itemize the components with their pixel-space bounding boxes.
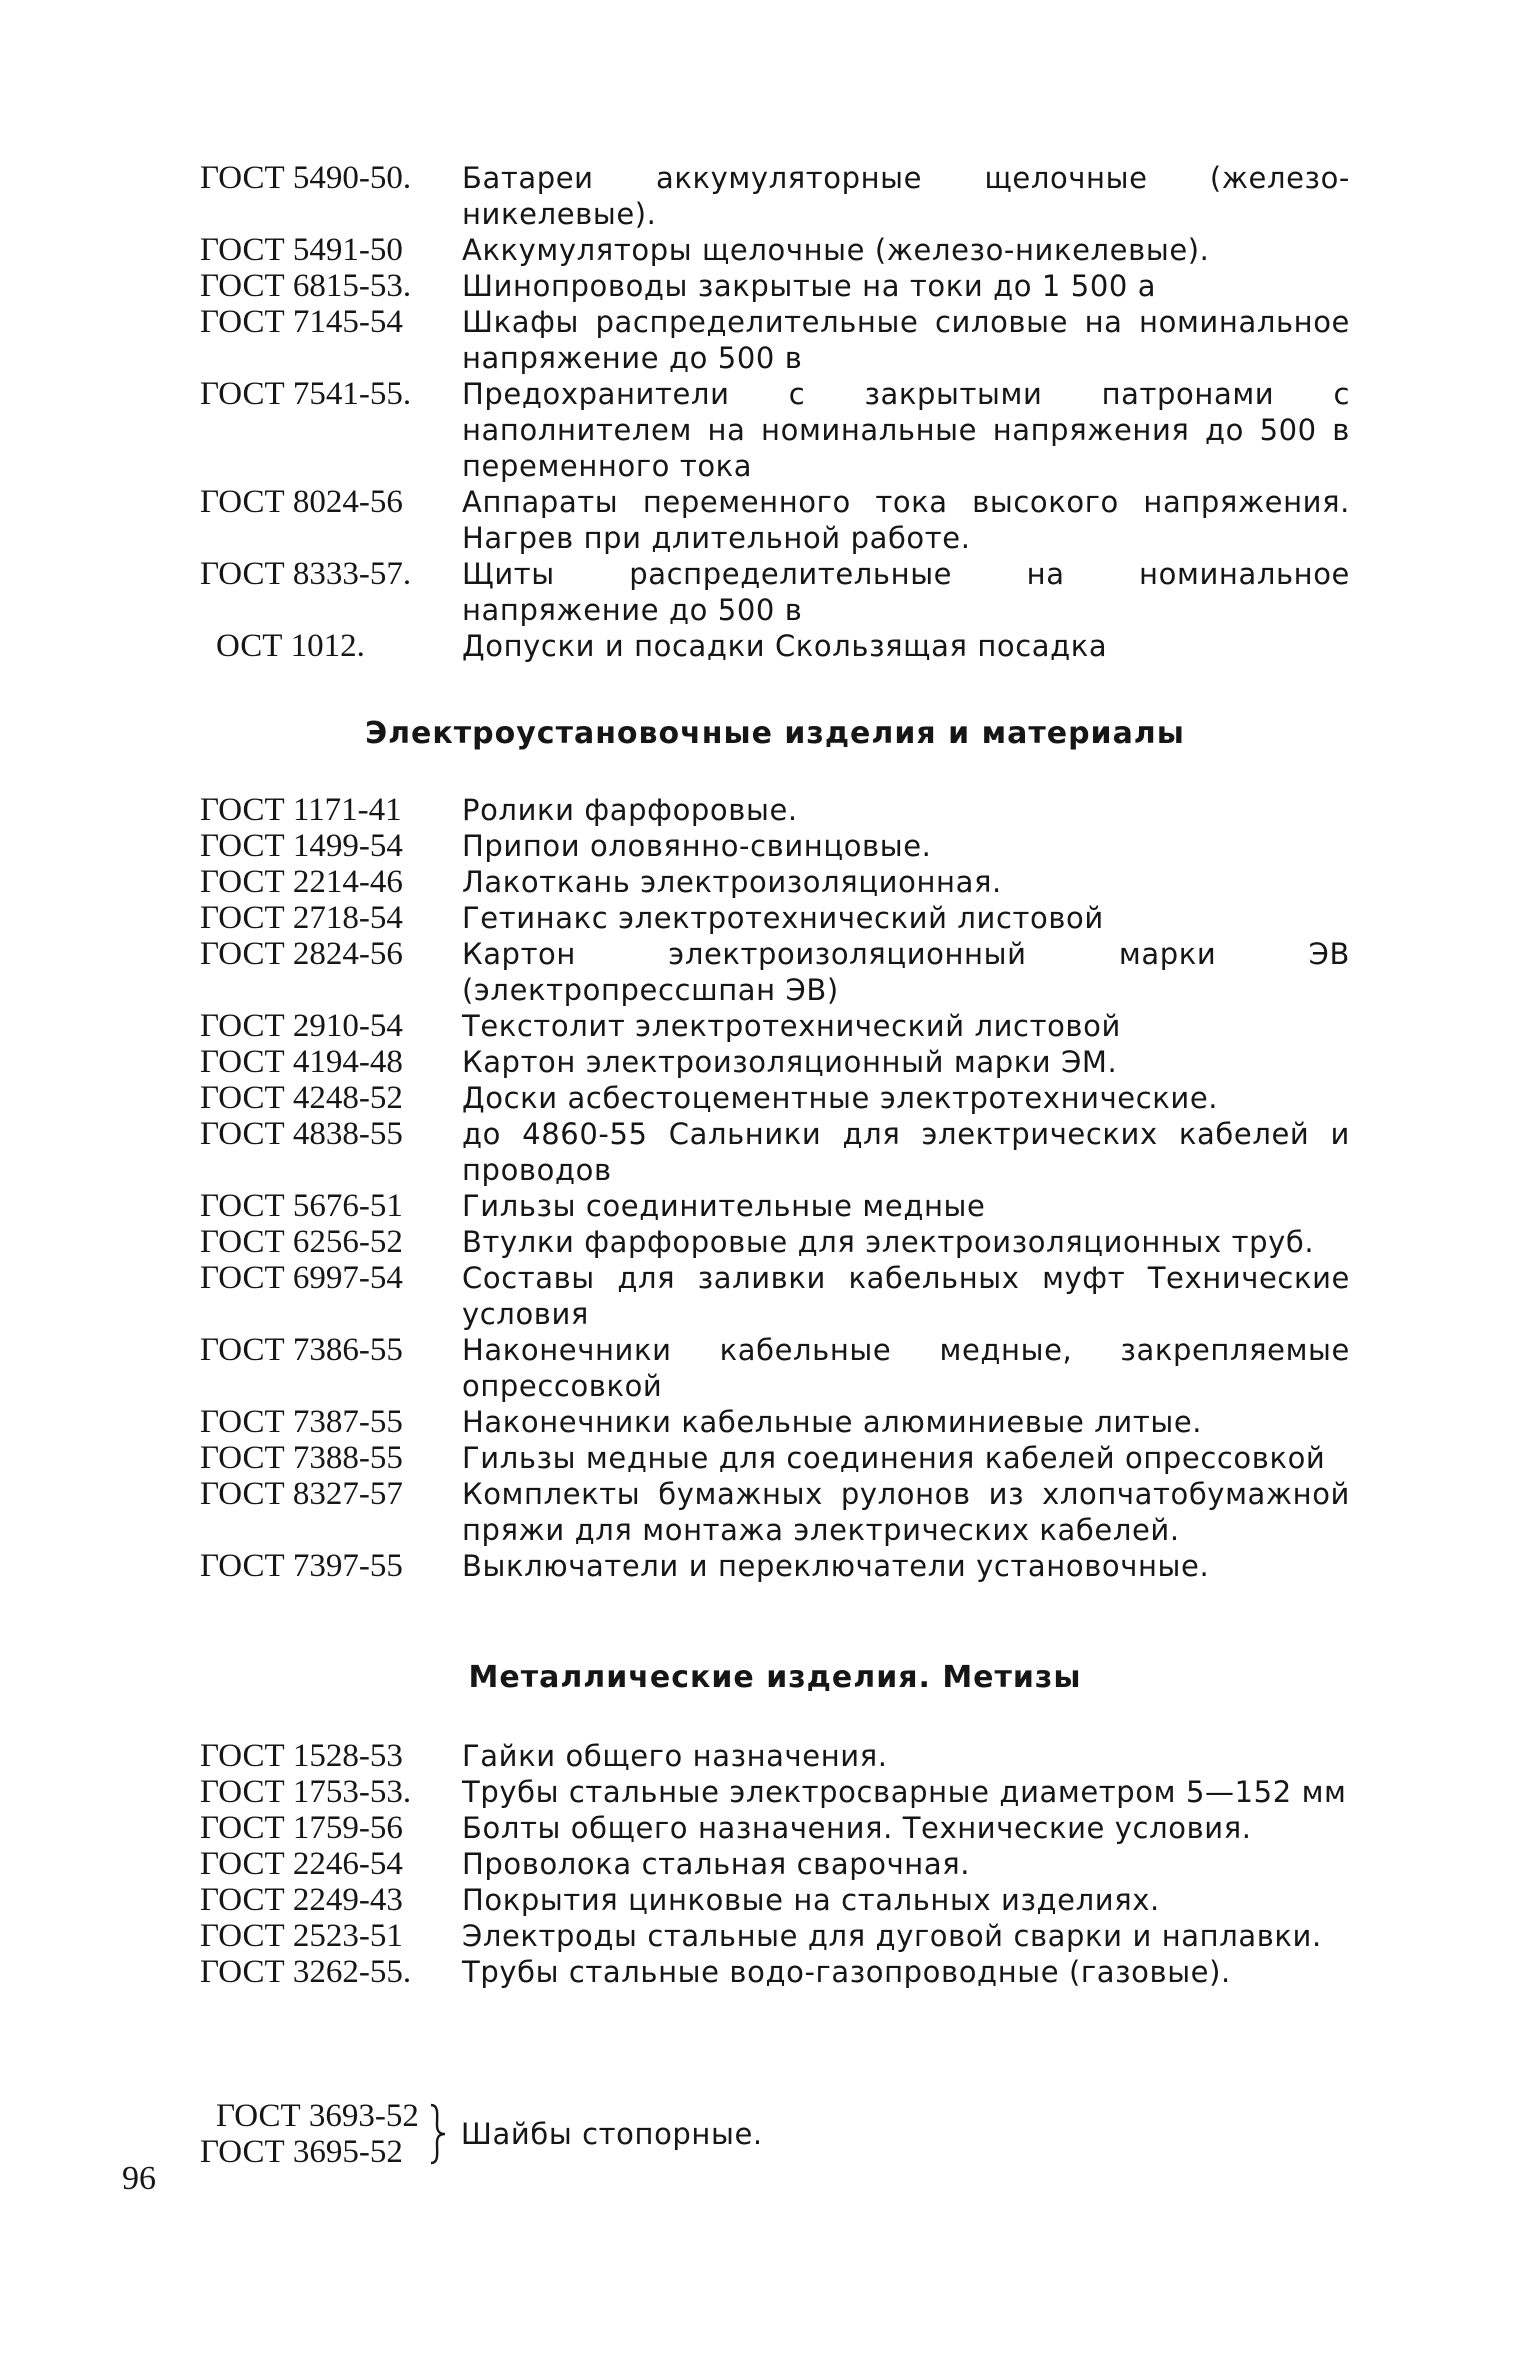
standard-entry bbox=[200, 268, 1350, 304]
standard-entry bbox=[200, 1224, 1350, 1260]
standard-code: ГОСТ 6997-54 bbox=[200, 1260, 403, 1296]
standard-entry bbox=[200, 1008, 1350, 1044]
standard-title: Проволока стальная сварочная. bbox=[462, 1847, 971, 1881]
standard-title: Картон электроизоляционный марки ЭВ (электропрессшпан ЭВ) bbox=[462, 937, 1350, 1007]
standard-code: ГОСТ 1499-54 bbox=[200, 828, 403, 864]
standards-list-metal bbox=[200, 1738, 1350, 1990]
standard-code: ГОСТ 2249-43 bbox=[200, 1882, 403, 1918]
standard-entry bbox=[200, 1918, 1350, 1954]
standard-code: ГОСТ 5490-50. bbox=[200, 160, 412, 196]
standard-title: Доски асбестоцементные электротехнические. bbox=[462, 1081, 1219, 1115]
standard-entry bbox=[200, 232, 1350, 268]
standard-code: ГОСТ 2718-54 bbox=[200, 900, 403, 936]
standard-entry bbox=[200, 628, 1350, 664]
standard-title: Батареи аккумуляторные щелочные (железо-никелевые). bbox=[462, 161, 1350, 231]
standard-code: ГОСТ 8327-57 bbox=[200, 1476, 403, 1512]
standard-entry bbox=[200, 1846, 1350, 1882]
standard-code: ГОСТ 1171-41 bbox=[200, 792, 402, 828]
standard-title: Аккумуляторы щелочные (железо-никелевые). bbox=[462, 233, 1210, 267]
pair-codes bbox=[200, 2098, 419, 2170]
standard-entry bbox=[200, 556, 1350, 628]
standard-entry bbox=[200, 376, 1350, 484]
standard-code: ГОСТ 1753-53. bbox=[200, 1774, 412, 1810]
standard-code: ГОСТ 7145-54 bbox=[200, 304, 403, 340]
standard-entry bbox=[200, 792, 1350, 828]
standard-entry bbox=[200, 1260, 1350, 1332]
standard-title: Шкафы распределительные силовые на номинальное напряжение до 500 в bbox=[462, 305, 1350, 375]
standard-code: ГОСТ 8024-56 bbox=[200, 484, 403, 520]
standard-title: Предохранители с закрытыми патронами с наполнителем на номинальные напряжения до 500 в переменного тока bbox=[462, 377, 1350, 483]
standard-code: ГОСТ 2824-56 bbox=[200, 936, 403, 972]
standard-code: ГОСТ 2910-54 bbox=[200, 1008, 403, 1044]
standard-entry bbox=[200, 1188, 1350, 1224]
standard-entry bbox=[200, 1044, 1350, 1080]
standard-title: Гильзы соединительные медные bbox=[462, 1189, 986, 1223]
standard-code: ГОСТ 4248-52 bbox=[200, 1080, 403, 1116]
standard-entry bbox=[200, 1882, 1350, 1918]
standard-entry bbox=[200, 1774, 1350, 1810]
standards-list-electrical bbox=[200, 792, 1350, 1584]
standard-title: Допуски и посадки Скользящая посадка bbox=[462, 629, 1108, 663]
standard-code: ГОСТ 2246-54 bbox=[200, 1846, 403, 1882]
standard-title: Щиты распределительные на номинальное напряжение до 500 в bbox=[462, 557, 1350, 627]
standard-code: ГОСТ 7387-55 bbox=[200, 1404, 403, 1440]
standard-title: Покрытия цинковые на стальных изделиях. bbox=[462, 1883, 1160, 1917]
standard-entry bbox=[200, 160, 1350, 232]
standard-title: Электроды стальные для дуговой сварки и наплавки. bbox=[462, 1919, 1322, 1953]
standard-code: ГОСТ 3693-52 bbox=[216, 2098, 419, 2134]
section-heading-electrical-products: Электроустановочные изделия и материалы bbox=[365, 716, 1185, 751]
standard-code: ГОСТ 2214-46 bbox=[200, 864, 403, 900]
standard-title: Шайбы стопорные. bbox=[460, 2117, 763, 2151]
standard-title: Выключатели и переключатели установочные. bbox=[462, 1549, 1210, 1583]
standard-entry bbox=[200, 1440, 1350, 1476]
standard-title: Текстолит электротехнический листовой bbox=[462, 1009, 1121, 1043]
standard-title: Гетинакс электротехнический листовой bbox=[462, 901, 1104, 935]
standard-entry bbox=[200, 1738, 1350, 1774]
standard-title: Наконечники кабельные медные, закрепляемые опрессовкой bbox=[462, 1333, 1350, 1403]
standard-title: Комплекты бумажных рулонов из хлопчатобумажной пряжи для монтажа электрических кабелей. bbox=[462, 1477, 1350, 1547]
standard-code: ГОСТ 6256-52 bbox=[200, 1224, 403, 1260]
section-heading-metal-products: Металлические изделия. Метизы bbox=[468, 1660, 1082, 1695]
standard-entry bbox=[200, 1810, 1350, 1846]
standard-entry bbox=[200, 484, 1350, 556]
standard-title: Гильзы медные для соединения кабелей опрессовкой bbox=[462, 1441, 1326, 1475]
standard-title: Аппараты переменного тока высокого напряжения. Нагрев при длительной работе. bbox=[462, 485, 1350, 555]
standard-title: Наконечники кабельные алюминиевые литые. bbox=[462, 1405, 1203, 1439]
standard-title: Составы для заливки кабельных муфт Технические условия bbox=[462, 1261, 1350, 1331]
standard-entry bbox=[200, 1954, 1350, 1990]
standard-code: ОСТ 1012. bbox=[216, 628, 365, 664]
standard-code: ГОСТ 8333-57. bbox=[200, 556, 412, 592]
standard-code: ГОСТ 1528-53 bbox=[200, 1738, 403, 1774]
standard-code: ГОСТ 6815-53. bbox=[200, 268, 412, 304]
standard-title: Втулки фарфоровые для электроизоляционных труб. bbox=[462, 1225, 1315, 1259]
standard-title: Болты общего назначения. Технические условия. bbox=[462, 1811, 1252, 1845]
standard-title: Припои оловянно-свинцовые. bbox=[462, 829, 932, 863]
standard-title: Трубы стальные водо-газопроводные (газовые). bbox=[462, 1955, 1231, 1989]
standard-code: ГОСТ 3262-55. bbox=[200, 1954, 412, 1990]
standard-title: Ролики фарфоровые. bbox=[462, 793, 798, 827]
standard-title: до 4860-55 Сальники для электрических кабелей и проводов bbox=[462, 1117, 1350, 1187]
standard-entry bbox=[200, 936, 1350, 1008]
standard-code: ГОСТ 5676-51 bbox=[200, 1188, 403, 1224]
standard-code: ГОСТ 4838-55 bbox=[200, 1116, 403, 1152]
standard-title: Трубы стальные электросварные диаметром 5—152 мм bbox=[462, 1775, 1347, 1809]
standard-code: ГОСТ 7397-55 bbox=[200, 1548, 403, 1584]
standard-code: ГОСТ 4194-48 bbox=[200, 1044, 403, 1080]
standard-entry bbox=[200, 828, 1350, 864]
standard-entry bbox=[200, 1332, 1350, 1404]
standard-title: Лакоткань электроизоляционная. bbox=[462, 865, 1002, 899]
standard-code: ГОСТ 1759-56 bbox=[200, 1810, 403, 1846]
standard-entry bbox=[200, 1476, 1350, 1548]
standard-entry bbox=[200, 864, 1350, 900]
standard-title: Шинопроводы закрытые на токи до 1 500 а bbox=[462, 269, 1157, 303]
standard-code: ГОСТ 5491-50 bbox=[200, 232, 403, 268]
curly-brace-icon bbox=[425, 2103, 449, 2165]
standard-entry bbox=[200, 900, 1350, 936]
standard-code: ГОСТ 7541-55. bbox=[200, 376, 412, 412]
standard-code: ГОСТ 2523-51 bbox=[200, 1918, 403, 1954]
standard-code: ГОСТ 3695-52 bbox=[200, 2134, 403, 2170]
standard-code: ГОСТ 7388-55 bbox=[200, 1440, 403, 1476]
bracketed-standard-pair bbox=[200, 2098, 763, 2170]
standard-entry bbox=[200, 1548, 1350, 1584]
standard-entry bbox=[200, 1116, 1350, 1188]
standard-entry bbox=[200, 1404, 1350, 1440]
standard-entry bbox=[200, 304, 1350, 376]
standard-title: Гайки общего назначения. bbox=[462, 1739, 888, 1773]
standard-code: ГОСТ 7386-55 bbox=[200, 1332, 403, 1368]
standard-entry bbox=[200, 1080, 1350, 1116]
standard-title: Картон электроизоляционный марки ЭМ. bbox=[462, 1045, 1118, 1079]
standards-list-general bbox=[200, 160, 1350, 664]
page-number: 96 bbox=[122, 2160, 156, 2197]
